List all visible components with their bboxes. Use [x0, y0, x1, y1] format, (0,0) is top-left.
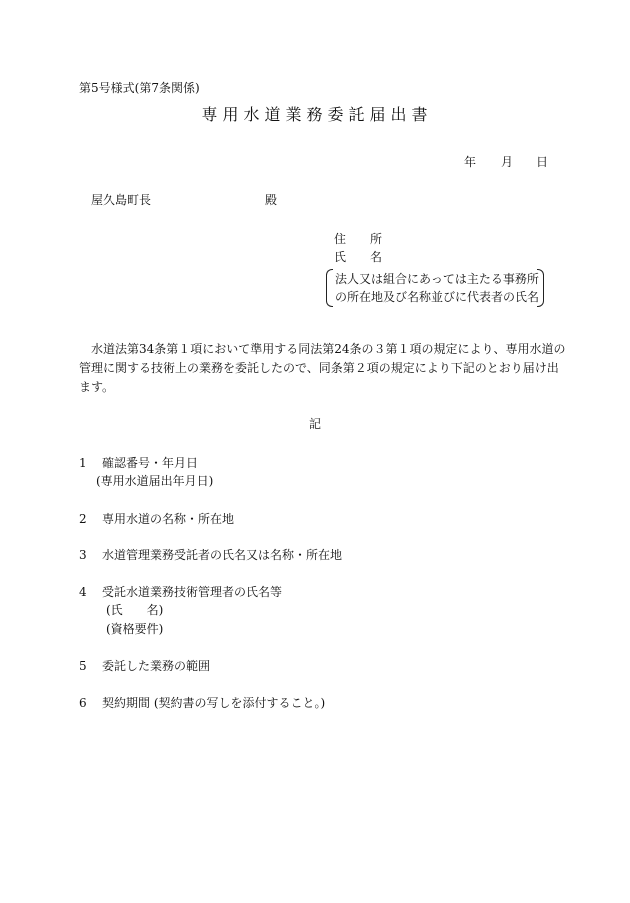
- list-item: [79, 695, 325, 711]
- date-day-label: 日: [536, 155, 549, 169]
- body-line-3: ます。: [79, 380, 115, 394]
- date-month-label: 月: [501, 155, 514, 169]
- applicant-address-label: 住 所: [334, 232, 383, 246]
- left-bracket: [326, 269, 333, 307]
- list-item: [79, 547, 342, 563]
- item-number: 6: [79, 696, 87, 710]
- item-number: 3: [79, 548, 87, 562]
- item-sub-label: (資格要件): [106, 622, 164, 636]
- item-label: 受託水道業務技術管理者の氏名等: [102, 585, 283, 599]
- item-label: 専用水道の名称・所在地: [102, 512, 235, 526]
- list-item: [79, 584, 282, 600]
- corporation-note-line-1: 法人又は組合にあっては主たる事務所: [335, 272, 539, 286]
- form-number: 第5号様式(第7条関係): [79, 81, 200, 95]
- list-item: [79, 511, 234, 527]
- item-sub-label: (氏 名): [106, 603, 164, 617]
- corporation-note-line-2: の所在地及び名称並びに代表者の氏名: [335, 290, 540, 304]
- ki-heading: 記: [308, 417, 321, 431]
- body-line-1: 水道法第34条第１項において準用する同法第24条の３第１項の規定により、専用水道の: [79, 342, 566, 356]
- list-item: [79, 658, 210, 674]
- date-year-label: 年: [464, 155, 477, 169]
- item-label: 確認番号・年月日: [102, 456, 199, 470]
- body-paragraph: [79, 340, 566, 397]
- applicant-name-label: 氏 名: [334, 250, 383, 264]
- item-number: 5: [79, 659, 87, 673]
- body-line-2: 管理に関する技術上の業務を委託したので、同条第２項の規定により下記のとおり届け出: [79, 361, 559, 375]
- right-bracket: [537, 269, 544, 307]
- corporation-note: [326, 268, 544, 308]
- item-number: 4: [79, 585, 87, 599]
- item-number: 2: [79, 512, 87, 526]
- list-item: [79, 455, 198, 471]
- addressee-name: 屋久島町長: [91, 193, 152, 207]
- item-label: 委託した業務の範囲: [102, 659, 211, 673]
- item-label: 水道管理業務受託者の氏名又は名称・所在地: [102, 548, 343, 562]
- document-title: 専用水道業務委託届出書: [201, 105, 433, 124]
- addressee-honorific: 殿: [265, 193, 278, 207]
- item-sub-label: (専用水道届出年月日): [96, 474, 214, 488]
- item-number: 1: [79, 456, 87, 470]
- item-label: 契約期間 (契約書の写しを添付すること。): [102, 696, 326, 710]
